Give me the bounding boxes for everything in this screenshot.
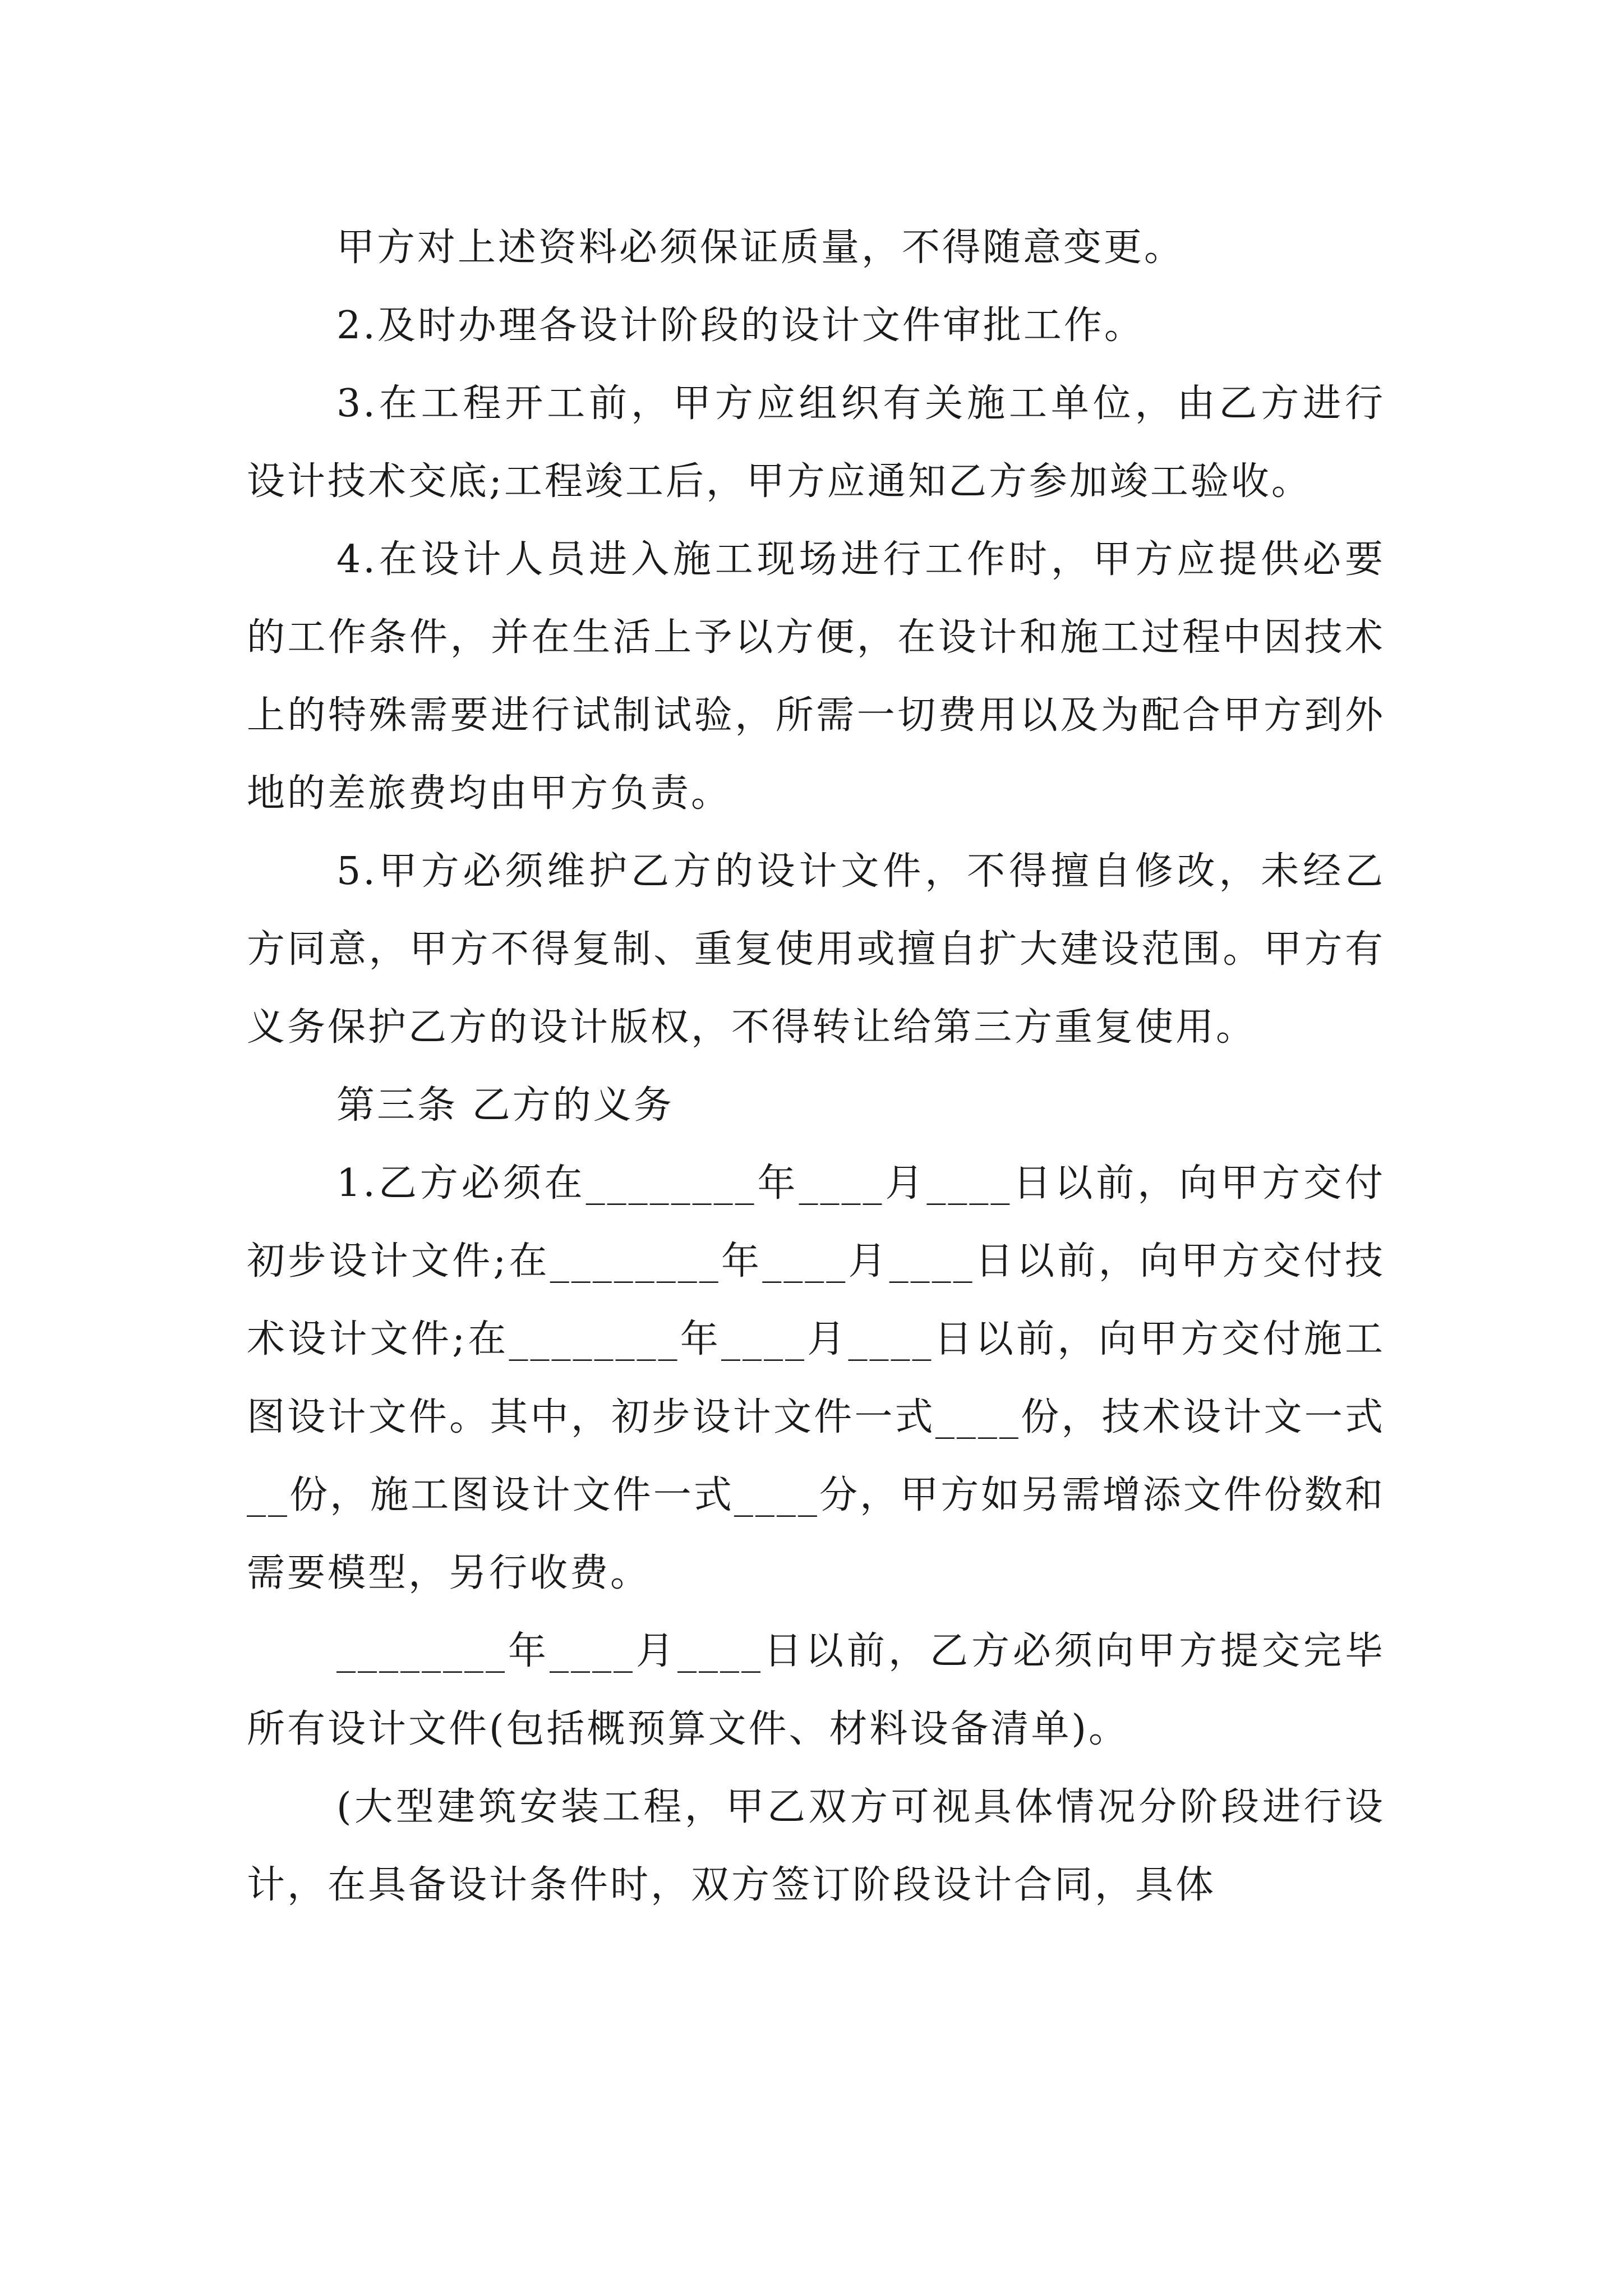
document-body [247,209,1385,1924]
paragraph-submission-deadline: ________年____月____日以前，乙方必须向甲方提交完毕所有设计文件(包括概预算文件、材料设备清单)。 [247,1629,1385,1751]
paragraph-clause-2: 2.及时办理各设计阶段的设计文件审批工作。 [336,303,1145,348]
paragraph-clause-5: 5.甲方必须维护乙方的设计文件，不得擅自修改，未经乙方同意，甲方不得复制、重复使用或擅自扩大建设范围。甲方有义务保护乙方的设计版权，不得转让给第三方重复使用。 [247,849,1385,1050]
section-heading-article-3: 第三条 乙方的义务 [336,1083,674,1128]
paragraph-material-quality: 甲方对上述资料必须保证质量，不得随意变更。 [336,226,1185,270]
paragraph-clause-4: 4.在设计人员进入施工现场进行工作时，甲方应提供必要的工作条件，并在生活上予以方便，在设计和施工过程中因技术上的特殊需要进行试制试验，所需一切费用以及为配合甲方到外地的差旅费均由甲方负责。 [247,537,1385,816]
paragraph-party-b-clause-1: 1.乙方必须在________年____月____日以前，向甲方交付初步设计文件;在________年____月____日以前，向甲方交付技术设计文件;在________年____月____日以前，向甲方交付施工图设计文件。其中，初步设计文件一式____份，技术设计文一式__份，施工图设计文件一式____分，甲方如另需增添文件份数和需要模型，另行收费。 [247,1161,1385,1595]
paragraph-clause-3: 3.在工程开工前，甲方应组织有关施工单位，由乙方进行设计技术交底;工程竣工后，甲方应通知乙方参加竣工验收。 [247,381,1385,504]
paragraph-large-projects-note: (大型建筑安装工程，甲乙双方可视具体情况分阶段进行设计，在具备设计条件时，双方签订阶段设计合同，具体 [247,1785,1385,1907]
